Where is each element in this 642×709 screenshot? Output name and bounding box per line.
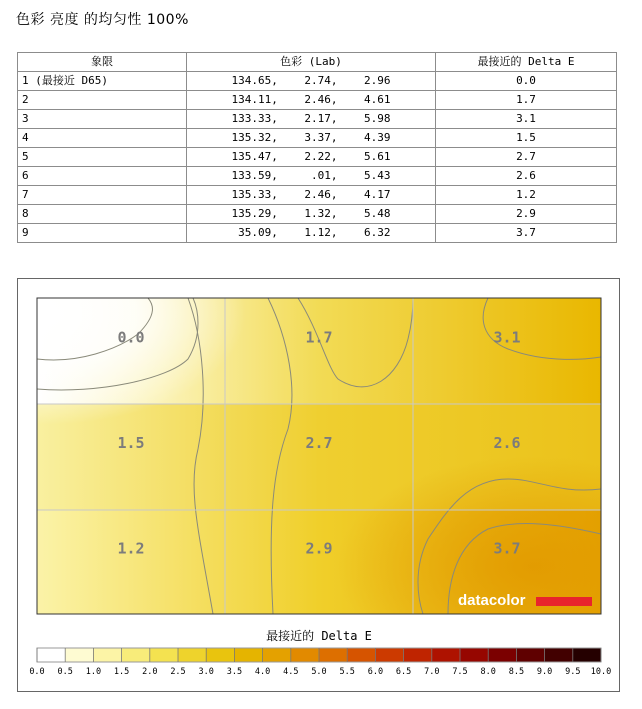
table-row — [18, 129, 617, 148]
lab-cell: 134.65, 2.74, 2.96 — [187, 72, 436, 91]
quadrant-cell: 9 — [18, 224, 187, 243]
colorbar-segment — [319, 648, 348, 662]
colorbar-tick-label: 2.0 — [142, 667, 158, 677]
table-row — [18, 224, 617, 243]
lab-cell: 35.09, 1.12, 6.32 — [187, 224, 436, 243]
page-title: 色彩 亮度 的均匀性 100% — [16, 12, 189, 28]
colorbar-segment — [150, 648, 179, 662]
colorbar-segment — [234, 648, 263, 662]
colorbar-tick-label: 3.5 — [226, 667, 243, 677]
colorbar-tick-label: 7.5 — [452, 667, 468, 677]
quadrant-cell: 5 — [18, 148, 187, 167]
cell-value-label: 0.0 — [117, 328, 145, 347]
table-row — [18, 72, 617, 91]
uniformity-heatmap-svg — [18, 279, 619, 691]
delta-e-cell: 1.7 — [436, 91, 617, 110]
quadrant-cell: 7 — [18, 186, 187, 205]
colorbar-tick-label: 8.0 — [480, 667, 496, 677]
colorbar-tick-label: 8.5 — [508, 667, 525, 677]
colorbar-segment — [375, 648, 404, 662]
cell-value-label: 2.7 — [305, 434, 333, 452]
colorbar-tick-label: 3.0 — [198, 667, 214, 677]
cell-value-label: 2.9 — [305, 539, 333, 558]
colorbar-tick-label: 6.5 — [395, 667, 412, 677]
quadrant-cell: 2 — [18, 91, 187, 110]
colorbar-tick-label: 6.0 — [367, 667, 384, 677]
colorbar-segment — [488, 648, 517, 662]
table-row — [18, 167, 617, 186]
table-row — [18, 91, 617, 110]
colorbar-tick-label: 10.0 — [590, 667, 612, 677]
colorbar-segment — [516, 648, 545, 662]
colorbar-tick-label: 9.5 — [565, 667, 581, 677]
cell-value-label: 1.5 — [117, 434, 145, 452]
colorbar-segment — [432, 648, 461, 662]
colorbar-tick-label: 0.0 — [29, 667, 45, 677]
lab-cell: 135.29, 1.32, 5.48 — [187, 205, 436, 224]
lab-cell: 133.59, .01, 5.43 — [187, 167, 436, 186]
colorbar-tick-label: 0.5 — [57, 667, 73, 677]
table-row — [18, 110, 617, 129]
cell-value-label: 1.2 — [117, 539, 145, 558]
quadrant-cell: 3 — [18, 110, 187, 129]
colorbar-tick-label: 5.0 — [311, 667, 327, 677]
delta-e-cell: 3.7 — [436, 224, 617, 243]
datacolor-logo-bar — [536, 597, 592, 606]
delta-e-cell: 0.0 — [436, 72, 617, 91]
colorbar-segment — [404, 648, 433, 662]
quadrant-cell: 1 (最接近 D65) — [18, 72, 187, 91]
delta-e-cell: 2.9 — [436, 205, 617, 224]
table-row — [18, 148, 617, 167]
colorbar-segment — [122, 648, 151, 662]
table-row — [18, 205, 617, 224]
colorbar-label: 最接近的 Delta E — [266, 629, 372, 643]
colorbar-segment — [93, 648, 122, 662]
column-header-quadrant: 象限 — [18, 53, 187, 72]
delta-e-cell: 2.7 — [436, 148, 617, 167]
colorbar-segment — [460, 648, 489, 662]
colorbar-segment — [291, 648, 320, 662]
quadrant-cell: 6 — [18, 167, 187, 186]
colorbar-tick-label: 5.5 — [339, 667, 355, 677]
table-header-row — [18, 53, 617, 72]
colorbar-tick-label: 1.5 — [113, 667, 130, 677]
colorbar-tick-label: 4.5 — [283, 667, 299, 677]
colorbar-tick-label: 7.0 — [424, 667, 440, 677]
colorbar-segment — [178, 648, 207, 662]
colorbar-segment — [573, 648, 602, 662]
colorbar-segment — [263, 648, 292, 662]
cell-value-label: 3.1 — [493, 328, 521, 347]
colorbar-segment — [65, 648, 94, 662]
delta-e-cell: 1.5 — [436, 129, 617, 148]
colorbar-tick-label: 4.0 — [254, 667, 271, 677]
delta-e-cell: 1.2 — [436, 186, 617, 205]
quadrant-cell: 8 — [18, 205, 187, 224]
column-header-lab: 色彩 (Lab) — [187, 53, 436, 72]
colorbar-segment — [545, 648, 574, 662]
delta-e-cell: 3.1 — [436, 110, 617, 129]
delta-e-cell: 2.6 — [436, 167, 617, 186]
colorbar-segment — [347, 648, 376, 662]
colorbar-tick-label: 2.5 — [170, 667, 186, 677]
lab-cell: 133.33, 2.17, 5.98 — [187, 110, 436, 129]
colorbar-tick-label: 1.0 — [85, 667, 102, 677]
lab-cell: 135.32, 3.37, 4.39 — [187, 129, 436, 148]
table-row — [18, 186, 617, 205]
lab-cell: 134.11, 2.46, 4.61 — [187, 91, 436, 110]
colorbar-segment — [206, 648, 235, 662]
quadrant-cell: 4 — [18, 129, 187, 148]
lab-cell: 135.47, 2.22, 5.61 — [187, 148, 436, 167]
lab-cell: 135.33, 2.46, 4.17 — [187, 186, 436, 205]
cell-value-label: 2.6 — [493, 434, 521, 452]
cell-value-label: 1.7 — [305, 328, 333, 347]
colorbar-tick-label: 9.0 — [536, 667, 553, 677]
datacolor-logo: datacolor — [458, 592, 526, 609]
column-header-delta-e: 最接近的 Delta E — [436, 53, 617, 72]
uniformity-chart — [17, 278, 620, 692]
cell-value-label: 3.7 — [493, 539, 521, 558]
colorbar-segment — [37, 648, 66, 662]
uniformity-table — [17, 52, 617, 243]
